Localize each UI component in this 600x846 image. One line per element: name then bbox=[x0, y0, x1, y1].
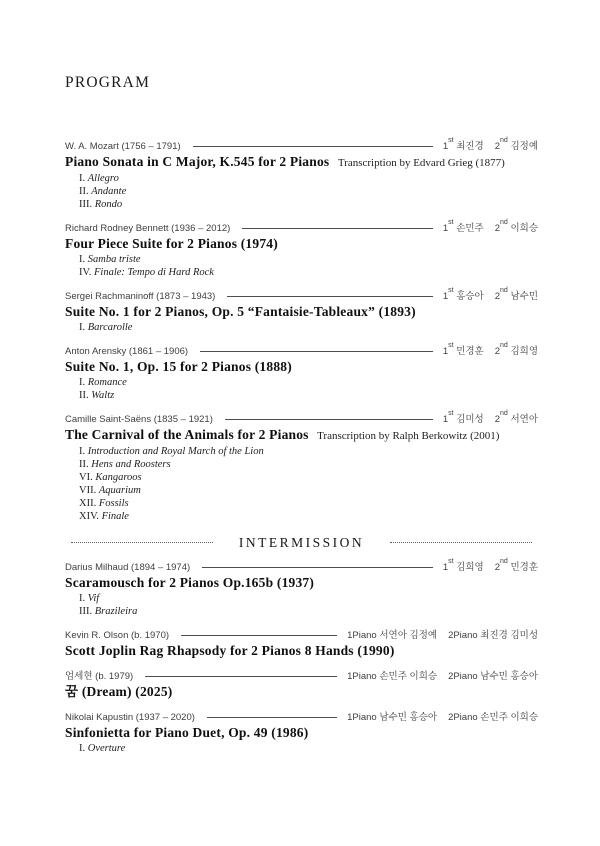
performer-piano2: 2Piano 최진경 김미성 bbox=[448, 630, 538, 641]
title-row bbox=[65, 684, 538, 700]
work-title: Scaramousch for 2 Pianos Op.165b (1937) bbox=[65, 575, 315, 590]
composer-row bbox=[65, 286, 538, 303]
composer-name: Nikolai Kapustin (1937 – 2020) bbox=[65, 712, 195, 723]
performer-list bbox=[442, 341, 538, 358]
performer-list bbox=[347, 629, 538, 642]
performer-primo: 1st 손민주 bbox=[442, 218, 484, 234]
composer-row bbox=[65, 341, 538, 358]
performer-list bbox=[442, 557, 538, 574]
title-row bbox=[65, 427, 538, 444]
work-title: Piano Sonata in C Major, K.545 for 2 Pianos bbox=[65, 154, 330, 169]
divider-line bbox=[145, 676, 337, 677]
movement: IV. Finale: Tempo di Hard Rock bbox=[79, 267, 214, 278]
performer-secondo: 2nd 김희영 bbox=[494, 341, 538, 357]
composer-name: Sergei Rachmaninoff (1873 – 1943) bbox=[65, 291, 216, 302]
performer-list bbox=[442, 136, 538, 153]
transcription-note: Transcription by Ralph Berkowitz (2001) bbox=[317, 430, 500, 442]
composer-name: Anton Arensky (1861 – 1906) bbox=[65, 346, 189, 357]
performer-piano1: 1Piano 손민주 이희승 bbox=[347, 671, 438, 682]
divider-line bbox=[242, 228, 433, 229]
movement: II. Andante bbox=[79, 186, 127, 197]
program-entry-arensky bbox=[65, 341, 538, 402]
work-title: Four Piece Suite for 2 Pianos (1974) bbox=[65, 236, 278, 251]
movement-list bbox=[79, 445, 538, 523]
divider-line bbox=[202, 567, 433, 568]
movement: II. Hens and Roosters bbox=[79, 459, 171, 470]
title-row bbox=[65, 643, 538, 659]
performer-piano1: 1Piano 남수민 홍승아 bbox=[347, 712, 438, 723]
title-row bbox=[65, 154, 538, 171]
dotted-line-right bbox=[390, 542, 532, 543]
composer-row bbox=[65, 670, 538, 683]
movement-list bbox=[79, 592, 538, 618]
title-row bbox=[65, 236, 538, 252]
title-row bbox=[65, 725, 538, 741]
performer-secondo: 2nd 김정예 bbox=[494, 136, 538, 152]
performer-primo: 1st 김미성 bbox=[442, 409, 484, 425]
movement: I. Vif bbox=[79, 593, 100, 604]
composer-name: Kevin R. Olson (b. 1970) bbox=[65, 630, 170, 641]
performer-secondo: 2nd 서연아 bbox=[494, 409, 538, 425]
movement: III. Rondo bbox=[79, 199, 123, 210]
page-title: PROGRAM bbox=[65, 74, 151, 91]
performer-primo: 1st 최진경 bbox=[442, 136, 484, 152]
composer-row bbox=[65, 218, 538, 235]
work-title: Suite No. 1, Op. 15 for 2 Pianos (1888) bbox=[65, 359, 292, 374]
program-entry-kapustin bbox=[65, 711, 538, 755]
performer-primo: 1st 김희영 bbox=[442, 557, 484, 573]
program-entry-mozart bbox=[65, 136, 538, 211]
divider-line bbox=[225, 419, 433, 420]
divider-line bbox=[200, 351, 433, 352]
performer-primo: 1st 홍승아 bbox=[442, 286, 484, 302]
program-entry-bennett bbox=[65, 218, 538, 279]
movement-list bbox=[79, 742, 538, 755]
composer-name: W. A. Mozart (1756 – 1791) bbox=[65, 141, 181, 152]
work-title: 꿈 (Dream) (2025) bbox=[65, 684, 173, 699]
transcription-note: Transcription by Edvard Grieg (1877) bbox=[337, 157, 505, 169]
composer-row bbox=[65, 136, 538, 153]
movement: VII. Aquarium bbox=[79, 485, 141, 496]
program-entry-rachmaninoff bbox=[65, 286, 538, 334]
movement: I. Introduction and Royal March of the Lion bbox=[79, 446, 264, 457]
performer-primo: 1st 민경훈 bbox=[442, 341, 484, 357]
composer-row bbox=[65, 557, 538, 574]
performer-list bbox=[442, 409, 538, 426]
composer-row bbox=[65, 409, 538, 426]
program-entry-saint-saens bbox=[65, 409, 538, 523]
movement: II. Waltz bbox=[79, 390, 115, 401]
movement: I. Samba triste bbox=[79, 254, 141, 265]
movement: III. Brazileira bbox=[79, 606, 138, 617]
movement-list bbox=[79, 253, 538, 279]
performer-list bbox=[442, 286, 538, 303]
movement-list bbox=[79, 376, 538, 402]
performer-secondo: 2nd 남수민 bbox=[494, 286, 538, 302]
performer-secondo: 2nd 이희승 bbox=[494, 218, 538, 234]
movement-list bbox=[79, 172, 538, 211]
program-entry-milhaud bbox=[65, 557, 538, 618]
work-title: Scott Joplin Rag Rhapsody for 2 Pianos 8 Hands (1990) bbox=[65, 643, 395, 658]
movement: XIV. Finale bbox=[79, 511, 129, 522]
performer-piano1: 1Piano 서연아 김정예 bbox=[347, 630, 438, 641]
work-title: Sinfonietta for Piano Duet, Op. 49 (1986) bbox=[65, 725, 309, 740]
performer-piano2: 2Piano 남수민 홍승아 bbox=[448, 671, 538, 682]
movement: XII. Fossils bbox=[79, 498, 129, 509]
movement-list bbox=[79, 321, 538, 334]
dotted-line-left bbox=[71, 542, 213, 543]
composer-name: 엄세현 (b. 1979) bbox=[65, 671, 134, 682]
movement: I. Overture bbox=[79, 743, 126, 754]
movement: VI. Kangaroos bbox=[79, 472, 142, 483]
movement: I. Allegro bbox=[79, 173, 119, 184]
divider-line bbox=[181, 635, 337, 636]
divider-line bbox=[207, 717, 337, 718]
composer-name: Richard Rodney Bennett (1936 – 2012) bbox=[65, 223, 231, 234]
performer-piano2: 2Piano 손민주 이희승 bbox=[448, 712, 538, 723]
program-entry-eom-sehyun bbox=[65, 670, 538, 700]
intermission-label: INTERMISSION bbox=[238, 534, 365, 550]
performer-list bbox=[347, 711, 538, 724]
work-title: Suite No. 1 for 2 Pianos, Op. 5 “Fantaisie-Tableaux” (1893) bbox=[65, 304, 416, 319]
divider-line bbox=[227, 296, 432, 297]
performer-list bbox=[347, 670, 538, 683]
performer-secondo: 2nd 민경훈 bbox=[494, 557, 538, 573]
movement: I. Barcarolle bbox=[79, 322, 133, 333]
composer-name: Camille Saint-Saëns (1835 – 1921) bbox=[65, 414, 213, 425]
composer-row bbox=[65, 711, 538, 724]
title-row bbox=[65, 359, 538, 375]
title-row bbox=[65, 304, 538, 320]
performer-list bbox=[442, 218, 538, 235]
work-title: The Carnival of the Animals for 2 Pianos bbox=[65, 427, 309, 442]
program-entry-olson bbox=[65, 629, 538, 659]
divider-line bbox=[193, 146, 433, 147]
intermission-divider bbox=[71, 534, 532, 551]
movement: I. Romance bbox=[79, 377, 127, 388]
composer-row bbox=[65, 629, 538, 642]
composer-name: Darius Milhaud (1894 – 1974) bbox=[65, 562, 191, 573]
title-row bbox=[65, 575, 538, 591]
